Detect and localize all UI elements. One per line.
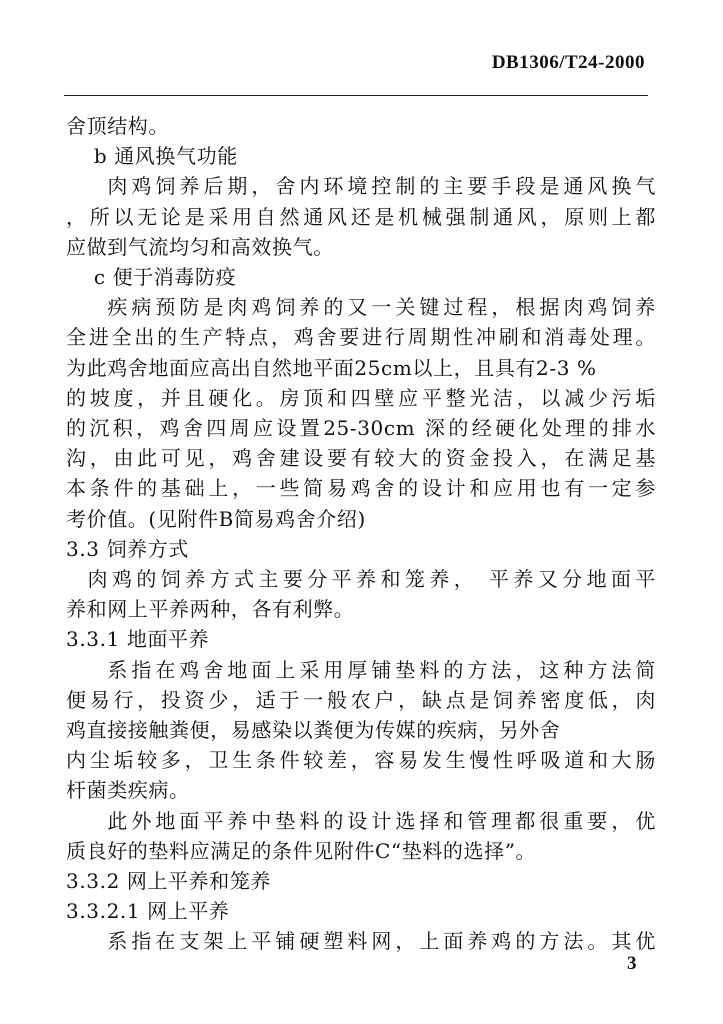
page-number: 3 — [627, 953, 637, 974]
text-line: 养和网上平养两种，各有利弊。 — [66, 597, 355, 622]
header-rule — [64, 95, 648, 96]
text-line: 的沉积，鸡舍四周应设置25-30cm 深的经硬化处理的排水 — [66, 416, 656, 440]
text-line: 本条件的基础上，一些简易鸡舍的设计和应用也有一定参 — [66, 476, 656, 501]
text-line: ，所以无论是采用自然通风还是机械强制通风，原则上都 — [66, 204, 656, 229]
text-line: 系指在鸡舍地面上采用厚铺垫料的方法，这种方法简 — [66, 657, 656, 682]
text-line: 此外地面平养中垫料的设计选择和管理都很重要，优 — [66, 808, 656, 833]
text-line: 3.3.2 网上平养和笼养 — [66, 869, 272, 893]
text-line: 沟，由此可见，鸡舍建设要有较大的资金投入，在满足基 — [66, 446, 656, 471]
text-line: 舍顶结构。 — [66, 114, 169, 138]
text-line: 肉鸡的饲养方式主要分平养和笼养， 平养又分地面平 — [66, 567, 656, 591]
document-code-header: DB1306/T24-2000 — [491, 52, 645, 73]
text-line: 便易行，投资少，适于一般农户，缺点是饲养密度低，肉 — [66, 687, 656, 712]
text-line: 的坡度，并且硬化。房顶和四壁应平整光洁，以减少污垢 — [66, 385, 656, 410]
text-line: b 通风换气功能 — [66, 144, 238, 169]
text-line: 内尘垢较多，卫生条件较差，容易发生慢性呼吸道和大肠 — [66, 748, 656, 773]
text-line: 全进全出的生产特点，鸡舍要进行周期性冲刷和消毒处理。 — [66, 325, 656, 350]
text-line: 系指在支架上平铺硬塑料网，上面养鸡的方法。其优 — [66, 929, 656, 954]
text-line: 杆菌类疾病。 — [66, 778, 190, 803]
text-line: 应做到气流均匀和高效换气。 — [66, 234, 334, 259]
text-line: 质良好的垫料应满足的条件见附件C“垫料的选择”。 — [66, 838, 537, 863]
text-line: 3.3 饲养方式 — [66, 536, 189, 561]
text-line: 鸡直接接触粪便，易感染以粪便为传媒的疾病，另外舍 — [66, 718, 561, 742]
text-line: 3.3.2.1 网上平养 — [66, 899, 230, 924]
text-line: 肉鸡饲养后期，舍内环境控制的主要手段是通风换气 — [66, 174, 656, 199]
text-line: 3.3.1 地面平养 — [66, 627, 210, 652]
text-line: 为此鸡舍地面应高出自然地平面25cm以上，且具有2-3 % — [66, 355, 597, 380]
text-line: 考价值。(见附件B简易鸡舍介绍) — [66, 506, 366, 531]
text-line: 疾病预防是肉鸡饲养的又一关键过程，根据肉鸡饲养 — [66, 295, 656, 320]
text-line: c 便于消毒防疫 — [66, 265, 237, 289]
